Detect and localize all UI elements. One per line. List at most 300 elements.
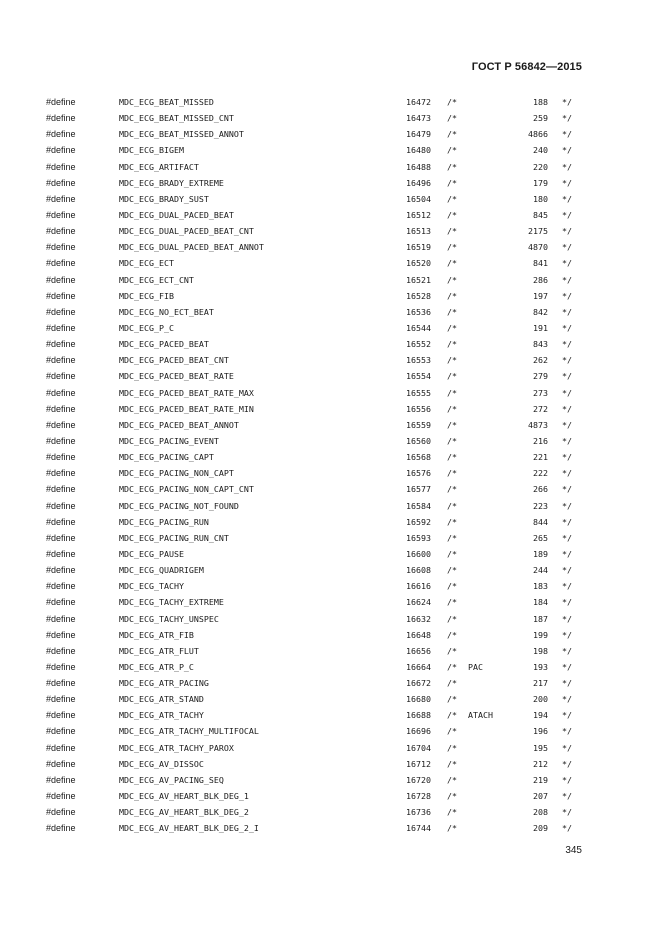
constant-name: MDC_ECG_QUADRIGEM	[119, 565, 204, 576]
constant-code: 16648	[406, 629, 431, 640]
constant-code: 16488	[406, 161, 431, 172]
comment-open: /*	[447, 791, 457, 802]
comment-open: /*	[447, 645, 457, 656]
define-keyword: #define	[46, 419, 76, 430]
constant-name: MDC_ECG_AV_HEART_BLK_DEG_1	[119, 791, 249, 802]
define-row	[0, 354, 661, 370]
reference-number: 194	[533, 710, 548, 721]
define-keyword: #define	[46, 500, 76, 511]
constant-code: 16560	[406, 435, 431, 446]
comment-open: /*	[447, 419, 457, 430]
comment-open: /*	[447, 484, 457, 495]
reference-number: 273	[533, 387, 548, 398]
define-row	[0, 387, 661, 403]
comment-close: */	[562, 226, 572, 237]
constant-code: 16496	[406, 177, 431, 188]
define-keyword: #define	[46, 339, 76, 350]
constant-name: MDC_ECG_DUAL_PACED_BEAT	[119, 209, 234, 220]
define-row	[0, 790, 661, 806]
comment-open: /*	[447, 710, 457, 721]
comment-close: */	[562, 355, 572, 366]
define-keyword: #define	[46, 774, 76, 785]
constant-code: 16552	[406, 339, 431, 350]
reference-number: 197	[533, 290, 548, 301]
reference-number: 191	[533, 322, 548, 333]
constant-code: 16608	[406, 565, 431, 576]
comment-close: */	[562, 339, 572, 350]
define-row	[0, 580, 661, 596]
reference-number: 841	[533, 258, 548, 269]
reference-number: 183	[533, 581, 548, 592]
reference-number: 207	[533, 791, 548, 802]
constant-code: 16559	[406, 419, 431, 430]
constant-name: MDC_ECG_P_C	[119, 322, 174, 333]
define-keyword: #define	[46, 113, 76, 124]
reference-number: 266	[533, 484, 548, 495]
comment-open: /*	[447, 435, 457, 446]
define-row	[0, 613, 661, 629]
comment-close: */	[562, 403, 572, 414]
comment-open: /*	[447, 565, 457, 576]
comment-open: /*	[447, 177, 457, 188]
comment-close: */	[562, 322, 572, 333]
reference-number: 279	[533, 371, 548, 382]
comment-close: */	[562, 758, 572, 769]
define-row	[0, 338, 661, 354]
define-keyword: #define	[46, 97, 76, 107]
constant-name: MDC_ECG_ATR_TACHY	[119, 710, 204, 721]
reference-number: 184	[533, 597, 548, 608]
constant-name: MDC_ECG_PAUSE	[119, 548, 184, 559]
comment-open: /*	[447, 339, 457, 350]
reference-number: 189	[533, 548, 548, 559]
define-row	[0, 677, 661, 693]
comment-open: /*	[447, 516, 457, 527]
define-row	[0, 96, 661, 112]
comment-close: */	[562, 629, 572, 640]
comment-close: */	[562, 468, 572, 479]
constant-code: 16632	[406, 613, 431, 624]
constant-name: MDC_ECG_FIB	[119, 290, 174, 301]
define-keyword: #define	[46, 355, 76, 366]
define-keyword: #define	[46, 129, 76, 140]
define-keyword: #define	[46, 516, 76, 527]
define-row	[0, 661, 661, 677]
constant-code: 16593	[406, 532, 431, 543]
reference-number: 4870	[528, 242, 548, 253]
comment-close: */	[562, 177, 572, 188]
constant-name: MDC_ECG_BEAT_MISSED_ANNOT	[119, 129, 244, 140]
define-keyword: #define	[46, 484, 76, 495]
reference-number: 199	[533, 629, 548, 640]
comment-close: */	[562, 548, 572, 559]
define-row	[0, 257, 661, 273]
define-keyword: #define	[46, 791, 76, 802]
constant-name: MDC_ECG_ATR_TACHY_PAROX	[119, 742, 234, 753]
reference-number: 262	[533, 355, 548, 366]
constant-name: MDC_ECG_NO_ECT_BEAT	[119, 306, 214, 317]
constant-name: MDC_ECG_ECT	[119, 258, 174, 269]
comment-text: PAC	[468, 661, 483, 672]
comment-open: /*	[447, 226, 457, 237]
comment-text: ATACH	[468, 710, 493, 721]
constant-code: 16577	[406, 484, 431, 495]
define-row	[0, 596, 661, 612]
constant-name: MDC_ECG_PACING_NON_CAPT	[119, 468, 234, 479]
define-keyword: #define	[46, 613, 76, 624]
define-row	[0, 112, 661, 128]
comment-close: */	[562, 387, 572, 398]
define-keyword: #define	[46, 532, 76, 543]
constant-name: MDC_ECG_BRADY_EXTREME	[119, 177, 224, 188]
define-keyword: #define	[46, 548, 76, 559]
reference-number: 209	[533, 823, 548, 834]
define-row	[0, 419, 661, 435]
define-keyword: #define	[46, 758, 76, 769]
comment-open: /*	[447, 807, 457, 818]
define-keyword: #define	[46, 242, 76, 253]
comment-open: /*	[447, 661, 457, 672]
constant-code: 16480	[406, 145, 431, 156]
define-row	[0, 370, 661, 386]
constant-code: 16512	[406, 209, 431, 220]
comment-open: /*	[447, 678, 457, 689]
constant-name: MDC_ECG_PACED_BEAT_RATE_MAX	[119, 387, 254, 398]
define-keyword: #define	[46, 629, 76, 640]
reference-number: 217	[533, 678, 548, 689]
comment-close: */	[562, 161, 572, 172]
constant-code: 16592	[406, 516, 431, 527]
comment-close: */	[562, 694, 572, 705]
constant-code: 16568	[406, 452, 431, 463]
define-keyword: #define	[46, 209, 76, 220]
constant-name: MDC_ECG_ARTIFACT	[119, 161, 199, 172]
define-list	[0, 96, 661, 838]
comment-close: */	[562, 290, 572, 301]
reference-number: 223	[533, 500, 548, 511]
define-keyword: #define	[46, 387, 76, 398]
document-header: ГОСТ Р 56842—2015	[471, 61, 582, 73]
comment-close: */	[562, 306, 572, 317]
comment-open: /*	[447, 371, 457, 382]
comment-open: /*	[447, 97, 457, 107]
constant-name: MDC_ECG_PACING_NON_CAPT_CNT	[119, 484, 254, 495]
constant-name: MDC_ECG_PACING_NOT_FOUND	[119, 500, 239, 511]
constant-code: 16656	[406, 645, 431, 656]
constant-code: 16736	[406, 807, 431, 818]
constant-name: MDC_ECG_ATR_STAND	[119, 694, 204, 705]
constant-code: 16554	[406, 371, 431, 382]
constant-name: MDC_ECG_BRADY_SUST	[119, 193, 209, 204]
comment-open: /*	[447, 113, 457, 124]
comment-open: /*	[447, 193, 457, 204]
constant-name: MDC_ECG_TACHY_EXTREME	[119, 597, 224, 608]
constant-code: 16553	[406, 355, 431, 366]
comment-close: */	[562, 371, 572, 382]
comment-close: */	[562, 807, 572, 818]
comment-close: */	[562, 742, 572, 753]
define-keyword: #define	[46, 645, 76, 656]
define-keyword: #define	[46, 274, 76, 285]
constant-name: MDC_ECG_AV_DISSOC	[119, 758, 204, 769]
constant-code: 16528	[406, 290, 431, 301]
reference-number: 259	[533, 113, 548, 124]
reference-number: 2175	[528, 226, 548, 237]
define-row	[0, 709, 661, 725]
comment-open: /*	[447, 532, 457, 543]
constant-name: MDC_ECG_AV_HEART_BLK_DEG_2_I	[119, 823, 259, 834]
define-row	[0, 306, 661, 322]
reference-number: 180	[533, 193, 548, 204]
comment-open: /*	[447, 548, 457, 559]
define-row	[0, 209, 661, 225]
constant-code: 16473	[406, 113, 431, 124]
constant-code: 16555	[406, 387, 431, 398]
comment-open: /*	[447, 242, 457, 253]
define-row	[0, 274, 661, 290]
reference-number: 286	[533, 274, 548, 285]
define-keyword: #define	[46, 258, 76, 269]
define-keyword: #define	[46, 807, 76, 818]
comment-open: /*	[447, 274, 457, 285]
constant-code: 16519	[406, 242, 431, 253]
define-row	[0, 241, 661, 257]
comment-close: */	[562, 193, 572, 204]
define-keyword: #define	[46, 452, 76, 463]
define-row	[0, 225, 661, 241]
define-row	[0, 435, 661, 451]
define-keyword: #define	[46, 306, 76, 317]
constant-name: MDC_ECG_PACED_BEAT_RATE_MIN	[119, 403, 254, 414]
reference-number: 221	[533, 452, 548, 463]
constant-code: 16696	[406, 726, 431, 737]
comment-close: */	[562, 258, 572, 269]
constant-code: 16504	[406, 193, 431, 204]
constant-name: MDC_ECG_ATR_PACING	[119, 678, 209, 689]
constant-code: 16728	[406, 791, 431, 802]
define-row	[0, 758, 661, 774]
define-keyword: #define	[46, 322, 76, 333]
define-row	[0, 161, 661, 177]
define-row	[0, 629, 661, 645]
constant-code: 16704	[406, 742, 431, 753]
reference-number: 220	[533, 161, 548, 172]
reference-number: 222	[533, 468, 548, 479]
constant-code: 16584	[406, 500, 431, 511]
reference-number: 196	[533, 726, 548, 737]
reference-number: 4866	[528, 129, 548, 140]
constant-name: MDC_ECG_ATR_FIB	[119, 629, 194, 640]
constant-code: 16479	[406, 129, 431, 140]
define-keyword: #define	[46, 371, 76, 382]
define-row	[0, 403, 661, 419]
define-keyword: #define	[46, 823, 76, 834]
comment-open: /*	[447, 322, 457, 333]
constant-code: 16712	[406, 758, 431, 769]
reference-number: 200	[533, 694, 548, 705]
define-row	[0, 742, 661, 758]
comment-close: */	[562, 419, 572, 430]
constant-code: 16744	[406, 823, 431, 834]
comment-open: /*	[447, 581, 457, 592]
comment-close: */	[562, 500, 572, 511]
comment-open: /*	[447, 742, 457, 753]
comment-close: */	[562, 581, 572, 592]
comment-open: /*	[447, 629, 457, 640]
constant-code: 16680	[406, 694, 431, 705]
constant-code: 16536	[406, 306, 431, 317]
constant-name: MDC_ECG_PACED_BEAT	[119, 339, 209, 350]
comment-open: /*	[447, 758, 457, 769]
constant-name: MDC_ECG_PACING_EVENT	[119, 435, 219, 446]
constant-name: MDC_ECG_DUAL_PACED_BEAT_ANNOT	[119, 242, 264, 253]
constant-name: MDC_ECG_BEAT_MISSED_CNT	[119, 113, 234, 124]
comment-open: /*	[447, 387, 457, 398]
define-row	[0, 467, 661, 483]
define-row	[0, 532, 661, 548]
comment-close: */	[562, 484, 572, 495]
constant-code: 16513	[406, 226, 431, 237]
comment-open: /*	[447, 129, 457, 140]
define-row	[0, 806, 661, 822]
reference-number: 212	[533, 758, 548, 769]
define-keyword: #define	[46, 226, 76, 237]
comment-open: /*	[447, 774, 457, 785]
define-keyword: #define	[46, 145, 76, 156]
define-keyword: #define	[46, 403, 76, 414]
comment-open: /*	[447, 823, 457, 834]
define-row	[0, 822, 661, 838]
comment-close: */	[562, 274, 572, 285]
constant-code: 16472	[406, 97, 431, 107]
constant-name: MDC_ECG_TACHY	[119, 581, 184, 592]
constant-code: 16720	[406, 774, 431, 785]
define-keyword: #define	[46, 742, 76, 753]
constant-name: MDC_ECG_AV_PACING_SEQ	[119, 774, 224, 785]
comment-close: */	[562, 791, 572, 802]
comment-open: /*	[447, 468, 457, 479]
define-keyword: #define	[46, 597, 76, 608]
comment-close: */	[562, 129, 572, 140]
reference-number: 187	[533, 613, 548, 624]
reference-number: 845	[533, 209, 548, 220]
comment-close: */	[562, 113, 572, 124]
comment-close: */	[562, 613, 572, 624]
comment-open: /*	[447, 306, 457, 317]
constant-code: 16576	[406, 468, 431, 479]
constant-code: 16664	[406, 661, 431, 672]
define-row	[0, 144, 661, 160]
comment-close: */	[562, 516, 572, 527]
define-row	[0, 193, 661, 209]
comment-open: /*	[447, 452, 457, 463]
define-row	[0, 564, 661, 580]
define-keyword: #define	[46, 581, 76, 592]
define-keyword: #define	[46, 726, 76, 737]
comment-close: */	[562, 145, 572, 156]
comment-open: /*	[447, 145, 457, 156]
reference-number: 208	[533, 807, 548, 818]
constant-name: MDC_ECG_AV_HEART_BLK_DEG_2	[119, 807, 249, 818]
reference-number: 244	[533, 565, 548, 576]
define-row	[0, 774, 661, 790]
define-keyword: #define	[46, 177, 76, 188]
define-keyword: #define	[46, 468, 76, 479]
constant-code: 16521	[406, 274, 431, 285]
constant-name: MDC_ECG_PACED_BEAT_CNT	[119, 355, 229, 366]
comment-close: */	[562, 532, 572, 543]
reference-number: 193	[533, 661, 548, 672]
constant-code: 16688	[406, 710, 431, 721]
constant-name: MDC_ECG_PACING_RUN	[119, 516, 209, 527]
reference-number: 843	[533, 339, 548, 350]
reference-number: 179	[533, 177, 548, 188]
define-keyword: #define	[46, 661, 76, 672]
comment-close: */	[562, 242, 572, 253]
define-keyword: #define	[46, 678, 76, 689]
comment-close: */	[562, 661, 572, 672]
comment-close: */	[562, 823, 572, 834]
comment-close: */	[562, 452, 572, 463]
reference-number: 272	[533, 403, 548, 414]
reference-number: 844	[533, 516, 548, 527]
constant-name: MDC_ECG_TACHY_UNSPEC	[119, 613, 219, 624]
page-number: 345	[565, 845, 582, 856]
define-row	[0, 451, 661, 467]
comment-close: */	[562, 597, 572, 608]
constant-code: 16624	[406, 597, 431, 608]
comment-open: /*	[447, 597, 457, 608]
reference-number: 198	[533, 645, 548, 656]
constant-code: 16600	[406, 548, 431, 559]
comment-close: */	[562, 435, 572, 446]
define-row	[0, 483, 661, 499]
reference-number: 188	[533, 97, 548, 107]
comment-open: /*	[447, 613, 457, 624]
define-row	[0, 645, 661, 661]
comment-open: /*	[447, 694, 457, 705]
comment-close: */	[562, 726, 572, 737]
define-keyword: #define	[46, 710, 76, 721]
define-row	[0, 500, 661, 516]
define-keyword: #define	[46, 290, 76, 301]
define-keyword: #define	[46, 565, 76, 576]
comment-open: /*	[447, 161, 457, 172]
define-keyword: #define	[46, 694, 76, 705]
reference-number: 240	[533, 145, 548, 156]
define-row	[0, 177, 661, 193]
comment-open: /*	[447, 726, 457, 737]
constant-name: MDC_ECG_ECT_CNT	[119, 274, 194, 285]
reference-number: 216	[533, 435, 548, 446]
comment-close: */	[562, 565, 572, 576]
constant-name: MDC_ECG_PACED_BEAT_ANNOT	[119, 419, 239, 430]
define-row	[0, 516, 661, 532]
define-keyword: #define	[46, 435, 76, 446]
constant-name: MDC_ECG_ATR_P_C	[119, 661, 194, 672]
constant-name: MDC_ECG_BEAT_MISSED	[119, 97, 214, 107]
comment-open: /*	[447, 500, 457, 511]
constant-name: MDC_ECG_PACED_BEAT_RATE	[119, 371, 234, 382]
constant-name: MDC_ECG_DUAL_PACED_BEAT_CNT	[119, 226, 254, 237]
comment-close: */	[562, 678, 572, 689]
comment-open: /*	[447, 258, 457, 269]
define-row	[0, 322, 661, 338]
comment-close: */	[562, 710, 572, 721]
define-keyword: #define	[46, 161, 76, 172]
reference-number: 265	[533, 532, 548, 543]
constant-name: MDC_ECG_ATR_FLUT	[119, 645, 199, 656]
